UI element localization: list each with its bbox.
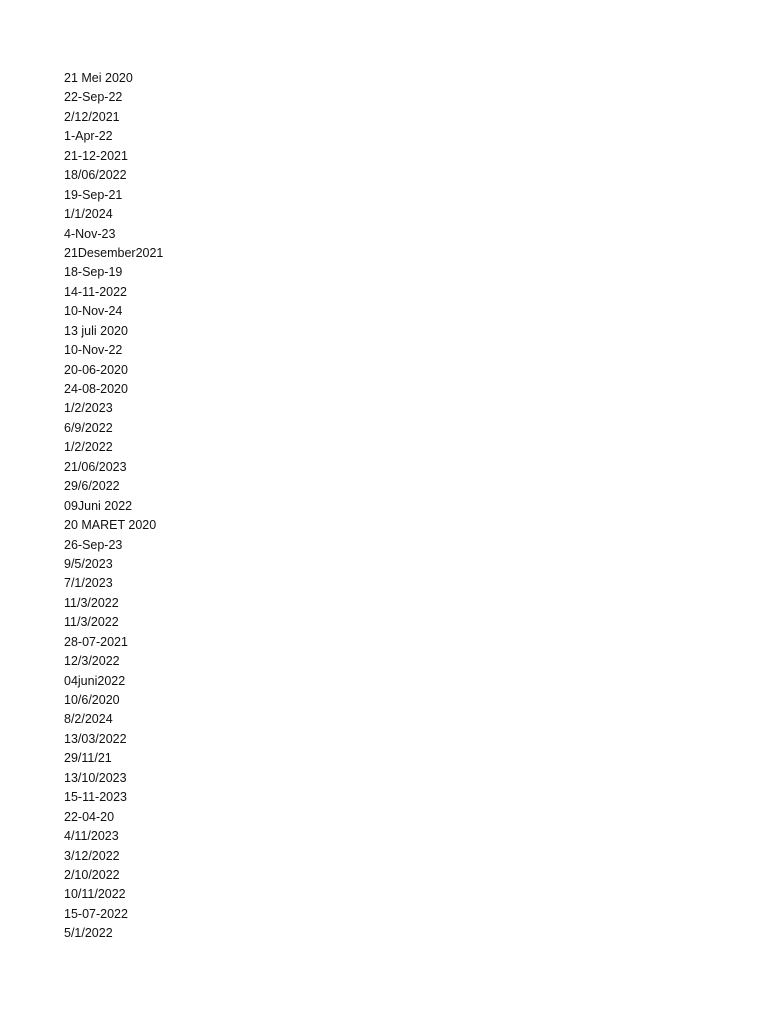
date-entry: 13 juli 2020 [64, 323, 128, 338]
date-entry: 21Desember2021 [64, 245, 164, 260]
date-entry: 04juni2022 [64, 673, 126, 688]
date-entry: 09Juni 2022 [64, 498, 133, 513]
date-entry: 7/1/2023 [64, 576, 113, 591]
date-entry: 9/5/2023 [64, 556, 113, 571]
date-entry: 18-Sep-19 [64, 265, 123, 280]
date-entry: 15-07-2022 [64, 906, 128, 921]
date-entry: 4/11/2023 [64, 829, 119, 844]
date-entry: 20 MARET 2020 [64, 518, 157, 533]
date-entry: 3/12/2022 [64, 848, 120, 863]
date-entry: 10/11/2022 [64, 887, 126, 902]
date-entry: 29/6/2022 [64, 479, 120, 494]
date-entry: 18/06/2022 [64, 168, 127, 183]
date-entry: 26-Sep-23 [64, 537, 123, 552]
date-entry: 2/12/2021 [64, 109, 120, 124]
date-entry: 28-07-2021 [64, 634, 128, 649]
date-entry: 11/3/2022 [64, 595, 119, 610]
date-entry: 19-Sep-21 [64, 187, 123, 202]
date-entry: 21/06/2023 [64, 459, 127, 474]
date-entry: 22-04-20 [64, 809, 115, 824]
date-entry: 10-Nov-24 [64, 304, 123, 319]
date-entry: 13/03/2022 [64, 731, 127, 746]
date-entry: 11/3/2022 [64, 615, 119, 630]
date-entry: 13/10/2023 [64, 770, 127, 785]
date-entry: 29/11/21 [64, 751, 112, 766]
date-entry: 10/6/2020 [64, 693, 120, 707]
date-entry: 21 Mei 2020 [64, 71, 133, 85]
date-entry: 14-11-2022 [64, 284, 128, 299]
date-entry: 20-06-2020 [64, 362, 128, 377]
date-entry: 10-Nov-22 [64, 343, 123, 358]
date-entry: 15-11-2023 [64, 790, 128, 805]
date-entry: 1/1/2024 [64, 207, 113, 222]
date-entry: 1/2/2023 [64, 401, 113, 416]
date-entry: 8/2/2024 [64, 712, 113, 727]
date-entry: 12/3/2022 [64, 654, 120, 669]
date-entry: 24-08-2020 [64, 382, 128, 396]
date-list [64, 69, 163, 944]
date-entry: 5/1/2022 [64, 926, 113, 941]
date-entry: 22-Sep-22 [64, 90, 123, 105]
date-entry: 2/10/2022 [64, 867, 120, 882]
date-entry: 6/9/2022 [64, 420, 113, 435]
date-entry: 21-12-2021 [64, 148, 128, 163]
date-entry: 1/2/2022 [64, 440, 113, 455]
date-entry: 1-Apr-22 [64, 129, 113, 144]
date-entry: 4-Nov-23 [64, 226, 116, 241]
